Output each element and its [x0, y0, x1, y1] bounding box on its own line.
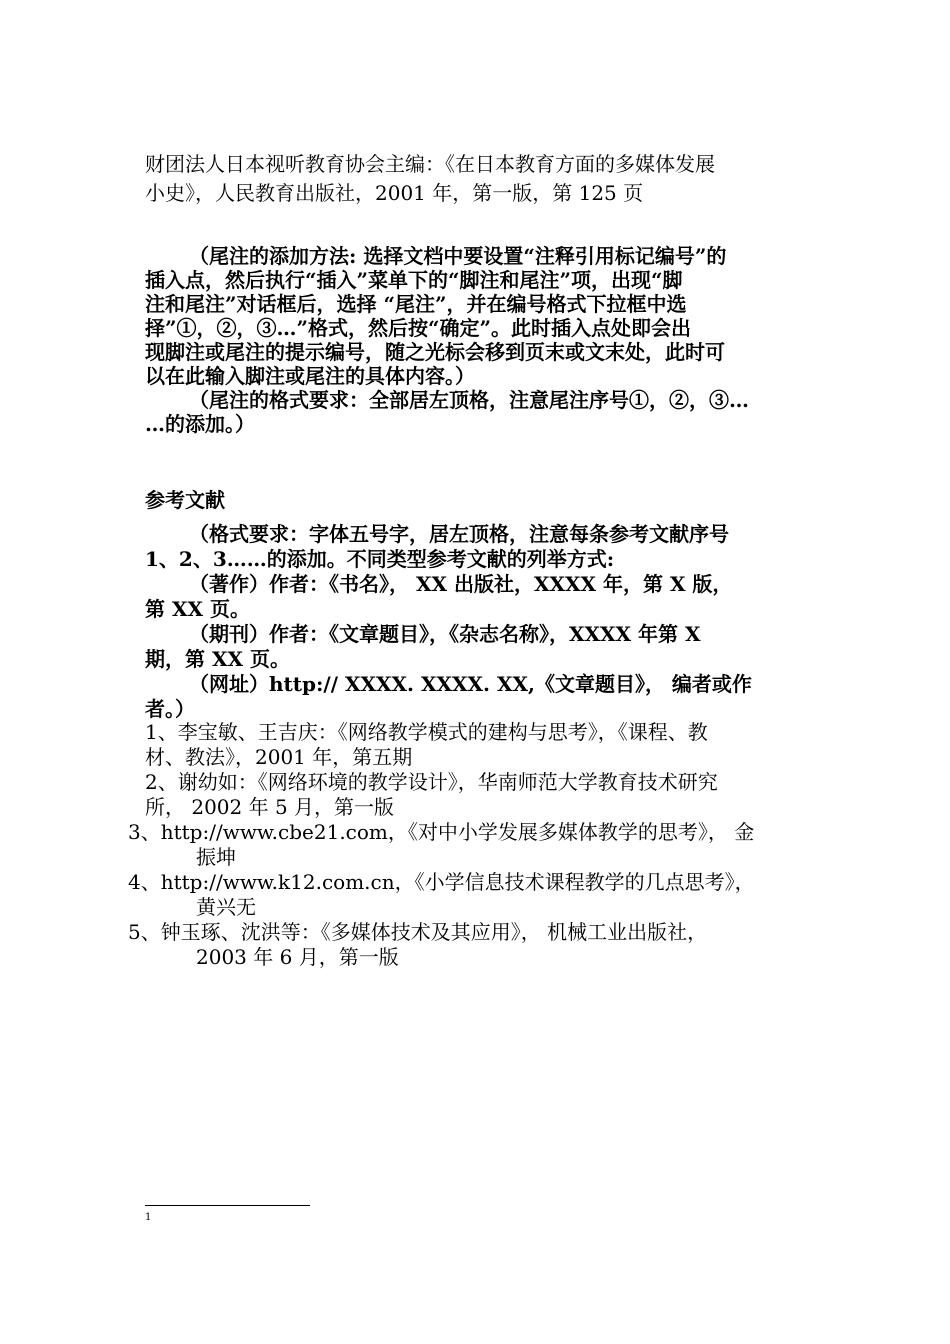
references-format	[145, 522, 810, 722]
references-heading: 参考文献	[145, 488, 225, 512]
instruction-line: 注和尾注”对话框后，选择 “尾注”，并在编号格式下拉框中选	[145, 292, 687, 316]
reference-line: 振坤	[196, 845, 236, 869]
reference-item	[145, 720, 810, 770]
format-line: 期，第 XX 页。	[145, 647, 290, 671]
reference-item	[128, 870, 810, 920]
footnote-number: 1	[145, 1212, 152, 1223]
reference-item	[145, 770, 810, 820]
instruction-line: （尾注的格式要求：全部居左顶格，注意尾注序号①，②，③…	[189, 388, 749, 412]
instruction-line: 插入点，然后执行“插入”菜单下的“脚注和尾注”项，出现“脚	[145, 268, 683, 292]
citation-line: 小史》，人民教育出版社，2001 年，第一版，第 125 页	[145, 181, 644, 205]
instruction-line: （尾注的添加方法: 选择文档中要设置“注释引用标记编号”的	[189, 244, 727, 268]
instruction-line: 择”①，②，③…”格式，然后按“确定”。此时插入点处即会出	[145, 316, 692, 340]
endnote-instructions	[145, 244, 810, 436]
reference-line: 2、谢幼如：《网络环境的教学设计》，华南师范大学教育技术研究	[145, 770, 718, 794]
reference-line: 3、http://www.cbe21.com，《对中小学发展多媒体教学的思考》， 金	[128, 820, 755, 844]
instruction-line: …的添加。）	[145, 412, 255, 436]
instruction-line: 以在此输入脚注或尾注的具体内容。）	[145, 364, 475, 388]
format-line: （著作）作者：《书名》， XX 出版社，XXXX 年，第 X 版，	[189, 572, 733, 596]
reference-line: 1、李宝敏、王吉庆：《网络教学模式的建构与思考》，《课程、教	[145, 720, 708, 744]
format-line: 第 XX 页。	[145, 597, 250, 621]
instruction-line: 现脚注或尾注的提示编号，随之光标会移到页末或文末处，此时可	[145, 340, 725, 364]
format-line: 者。）	[145, 697, 195, 721]
reference-line: 5、钟玉琢、沈洪等：《多媒体技术及其应用》， 机械工业出版社，	[128, 920, 708, 944]
reference-line: 4、http://www.k12.com.cn，《小学信息技术课程教学的几点思考》，	[128, 870, 755, 894]
footnote-separator	[145, 1205, 310, 1206]
references-section	[145, 485, 810, 515]
format-line: （格式要求：字体五号字，居左顶格，注意每条参考文献序号	[189, 522, 729, 546]
reference-line: 材、教法》，2001 年，第五期	[145, 745, 413, 769]
reference-line: 2003 年 6 月，第一版	[196, 945, 399, 969]
reference-line: 黄兴无	[196, 895, 256, 919]
reference-item	[128, 920, 810, 970]
format-line: 1、2、3……的添加。不同类型参考文献的列举方式:	[145, 547, 615, 571]
format-line: （期刊）作者：《文章题目》，《杂志名称》，XXXX 年第 X	[189, 622, 701, 646]
format-line: （网址）http:// XXXX. XXXX. XX,《文章题目》， 编者或作	[189, 672, 752, 696]
reference-line: 所， 2002 年 5 月，第一版	[145, 795, 395, 819]
reference-item	[128, 820, 810, 870]
citation-line: 财团法人日本视听教育协会主编：《在日本教育方面的多媒体发展	[145, 152, 715, 176]
footnote-citation	[145, 150, 810, 208]
